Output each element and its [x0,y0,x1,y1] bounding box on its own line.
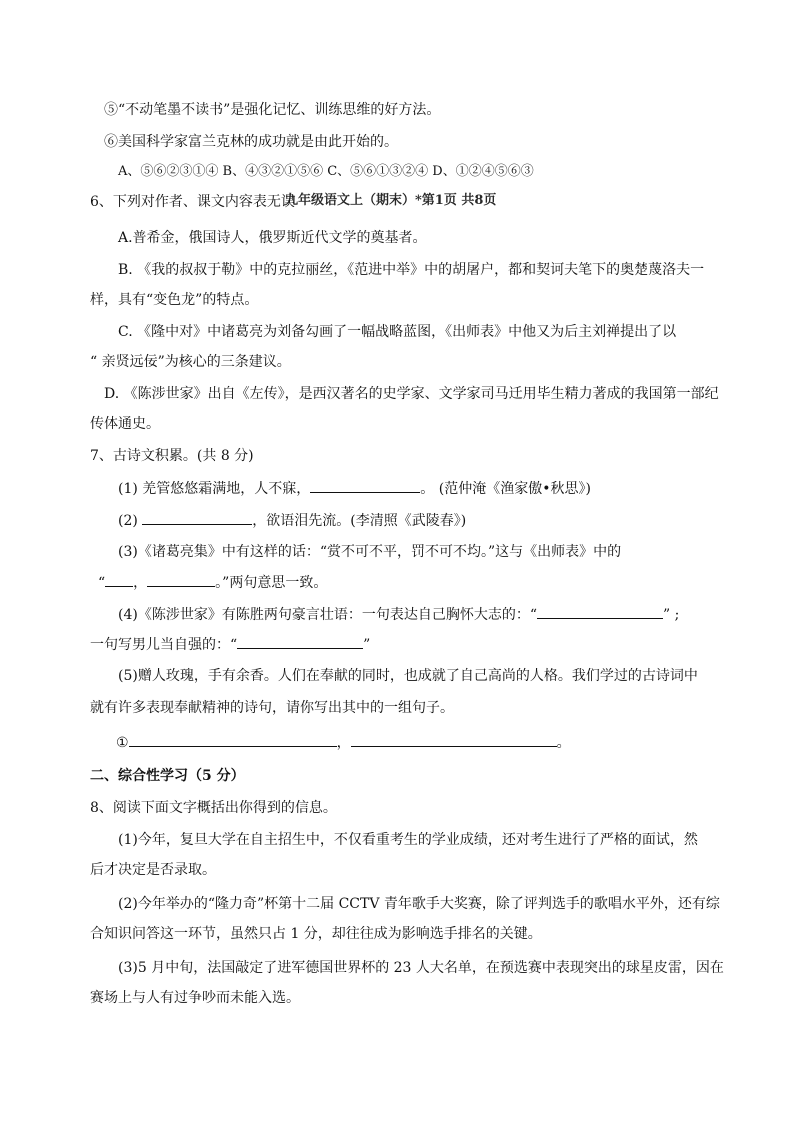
q6-stem [90,192,295,212]
q7-s5-end: 。 [556,735,571,751]
q7-s4-blank-2[interactable] [237,634,363,649]
q7-s1-end: 。 (范仲淹《渔家傲•秋思》) [420,481,591,497]
q5-item-6: ⑥美国科学家富兰克林的成功就是由此开始的。 [104,134,398,150]
q5-options: A、⑤⑥②③①④ B、④③②①⑤⑥ C、⑤⑥①③②④ D、①②④⑤⑥③ [118,164,534,179]
q7-s3-blank-1[interactable] [105,572,133,587]
q8-para-1-line2: 后才决定是否录取。 [90,862,216,878]
q7-sentence-4-line2 [90,634,370,655]
q7-s3-open-quote: “ [98,575,106,591]
q7-s3-blank-2[interactable] [147,572,215,587]
q7-s5-blank-2[interactable] [351,732,557,747]
q7-sentence-4-line1 [118,604,679,625]
q7-s5-marker: ① [116,735,129,751]
q6-option-b-line1: B. 《我的叔叔于勒》中的克拉丽丝，《范进中举》中的胡屠户，都和契诃夫笔下的奥楚蔑洛夫一 [118,262,705,278]
q7-s3-end: 。”两句意思一致。 [215,575,328,591]
q7-s3-comma: ， [133,575,148,591]
q8-stem: 8、阅读下面文字概括出你得到的信息。 [90,800,337,816]
q6-option-d-line2: 传体通史。 [90,416,160,432]
q7-sentence-5-line1: (5)赠人玫瑰，手有余香。人们在奉献的同时，也成就了自己高尚的人格。我们学过的古诗词中 [118,668,698,684]
q8-para-1-line1: (1)今年，复旦大学在自主招生中，不仅看重考生的学业成绩，还对考生进行了严格的面试，然 [118,832,698,848]
q7-sentence-1 [118,478,591,499]
q7-sentence-3-line2 [98,572,327,593]
q7-s2-start: (2) [118,513,143,529]
q7-s4-start: (4)《陈涉世家》有陈胜两句豪言壮语：一句表达自己胸怀大志的：“ [118,607,537,623]
q6-option-a: A.普希金，俄国诗人，俄罗斯近代文学的奠基者。 [118,230,427,246]
q7-sentence-5-line3 [116,732,571,753]
q6-stem-start: 6、下列对作者、课文内容表无误 [90,194,295,210]
q8-para-3-line1: (3)5 月中旬，法国敲定了进军德国世界杯的 23 人大名单，在预选赛中表现突出的球星皮雷，因在 [118,960,724,976]
q7-s4-line2-start: 一句写男儿当自强的：“ [90,637,238,653]
section-2-title: 二、综合性学习（5 分） [90,768,245,784]
page-footer-overlay: 九年级语文上（期末）*第1页 共8页 [285,193,497,208]
q6-option-b-line2: 样，具有“变色龙”的特点。 [90,292,259,308]
q7-s5-comma: ， [336,735,351,751]
q7-s4-line2-end: ” [363,637,371,653]
q7-s2-blank[interactable] [142,510,252,525]
q7-s5-blank-1[interactable] [129,732,337,747]
q7-s4-end: ” ; [663,607,680,623]
q6-option-c-line1: C. 《隆中对》中诸葛亮为刘备勾画了一幅战略蓝图，《出师表》中他又为后主刘禅提出了以 [118,324,677,340]
q7-s4-blank-1[interactable] [537,604,663,619]
q8-para-3-line2: 赛场上与人有过争吵而未能入选。 [90,990,300,1006]
q7-s1-blank[interactable] [310,478,420,493]
q7-sentence-5-line2: 就有许多表现奉献精神的诗句，请你写出其中的一组句子。 [90,700,454,716]
q7-sentence-3-line1: (3)《诸葛亮集》中有这样的话：“赏不可不平，罚不可不均。”这与《出师表》中的 [118,544,622,560]
q7-s2-end: ，欲语泪先流。(李清照《武陵春》) [252,513,467,529]
q6-option-c-line2: “ 亲贤远佞”为核心的三条建议。 [90,354,291,370]
q8-para-2-line1: (2)今年举办的“隆力奇”杯第十二届 CCTV 青年歌手大奖赛，除了评判选手的歌唱水平外，还有综 [118,896,720,912]
q8-para-2-line2: 合知识问答这一环节，虽然只占 1 分，却往往成为影响选手排名的关键。 [90,926,542,942]
q7-s1-start: (1) 羌管悠悠霜满地，人不寐， [118,481,311,497]
q6-option-d-line1: D. 《陈涉世家》出自《左传》，是西汉著名的史学家、文学家司马迁用毕生精力著成的我国第一部纪 [104,386,719,402]
q7-stem: 7、古诗文积累。(共 8 分) [90,448,254,464]
q7-sentence-2 [118,510,466,531]
q5-item-5: ⑤“不动笔墨不读书”是强化记忆、训练思维的好方法。 [104,102,441,118]
